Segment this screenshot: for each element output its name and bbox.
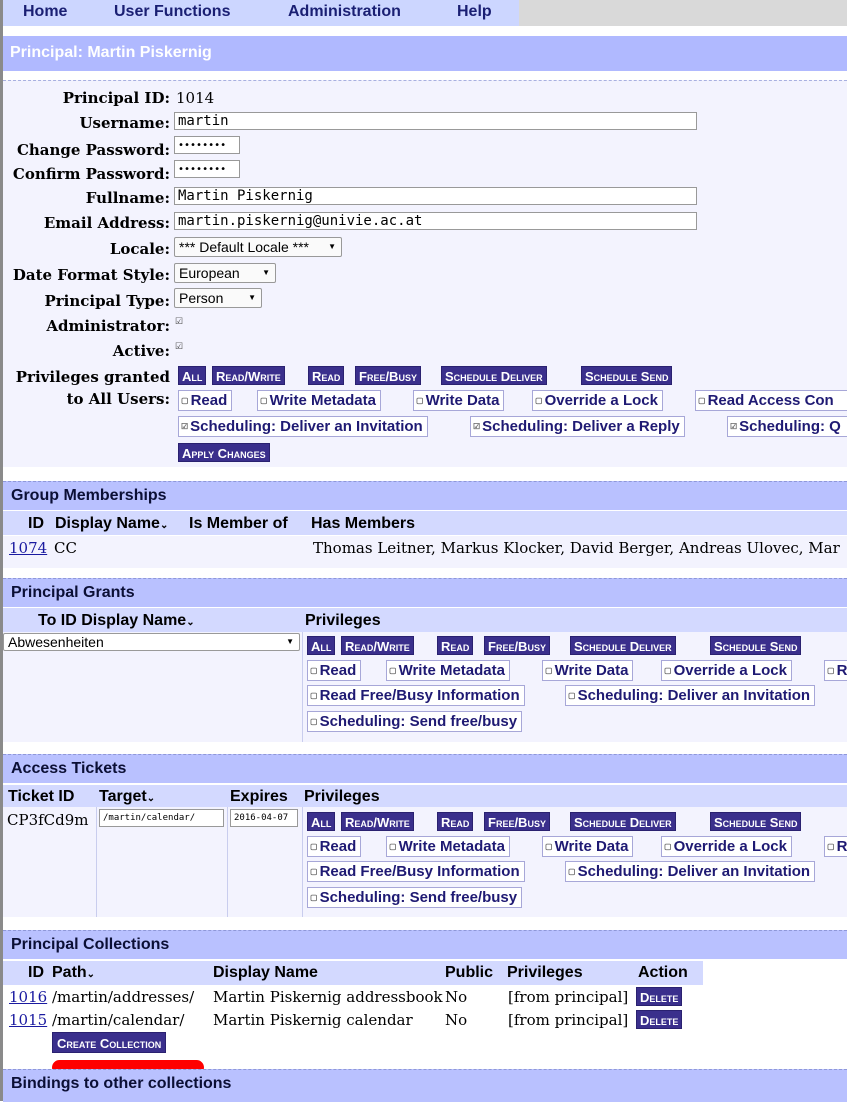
collection-row-1-id-link[interactable]: 1016 [9, 988, 48, 1006]
ticket-chip-write-data[interactable]: ▢ Write Data [542, 836, 633, 857]
change-password-label: Change Password: [16, 141, 170, 159]
principal-collections-header [3, 930, 847, 959]
group-col-is-member-of: Is Member of [189, 515, 288, 532]
priv-chip-read-access-control[interactable]: ▢ Read Access Con [695, 390, 847, 411]
collection-row-2-path: /martin/calendar/ [52, 1011, 185, 1029]
ticket-target-input[interactable]: /martin/calendar/ [99, 809, 224, 827]
collections-col-privileges: Privileges [507, 964, 583, 981]
priv-read-button[interactable]: Read [308, 366, 344, 385]
access-tickets-title: Access Tickets [11, 760, 127, 777]
tickets-col-privileges: Privileges [304, 788, 380, 805]
collection-row-2-id-link[interactable]: 1015 [9, 1011, 48, 1029]
group-row-members: Thomas Leitner, Markus Klocker, David Berger, Andreas Ulovec, Mar [313, 539, 840, 557]
group-memberships-title: Group Memberships [11, 487, 167, 504]
principal-grants-header [3, 578, 847, 607]
date-format-value: European [179, 265, 240, 281]
administrator-label: Administrator: [46, 317, 170, 335]
priv-chip-sched-query[interactable]: ☑ Scheduling: Q [727, 416, 847, 437]
grants-col-privileges: Privileges [305, 612, 381, 629]
collection-row-1-public: No [445, 988, 468, 1006]
active-label: Active: [112, 342, 170, 360]
ticket-chip-override-lock[interactable]: ▢ Override a Lock [661, 836, 792, 857]
create-collection-button[interactable]: Create Collection [52, 1032, 166, 1053]
privileges-label-line1: Privileges granted [15, 368, 170, 386]
group-row-id-link[interactable]: 1074 [9, 539, 48, 557]
grant-chip-sched-deliver-invitation[interactable]: ▢ Scheduling: Deliver an Invitation [565, 685, 815, 706]
tickets-column-divider [227, 807, 228, 917]
grant-chip-sched-send-freebusy[interactable]: ▢ Scheduling: Send free/busy [307, 711, 522, 732]
grant-priv-schedule-deliver-button[interactable]: Schedule Deliver [570, 636, 676, 655]
group-col-display-name[interactable]: Display Name⌄ [55, 515, 169, 532]
locale-label: Locale: [109, 240, 170, 258]
principal-grants-title: Principal Grants [11, 584, 135, 601]
collection-row-1-privileges: [from principal] [508, 988, 629, 1006]
group-col-id: ID [28, 515, 44, 532]
group-row-name: CC [54, 539, 77, 557]
group-col-has-members: Has Members [311, 515, 416, 532]
ticket-priv-readwrite-button[interactable]: Read/Write [341, 812, 414, 831]
priv-schedule-send-button[interactable]: Schedule Send [581, 366, 672, 385]
apply-changes-button[interactable]: Apply Changes [178, 443, 270, 462]
ticket-chip-read-access-control[interactable]: ▢ R [824, 836, 847, 857]
ticket-chip-write-metadata[interactable]: ▢ Write Metadata [386, 836, 510, 857]
grant-priv-readwrite-button[interactable]: Read/Write [341, 636, 414, 655]
grant-priv-all-button[interactable]: All [307, 636, 335, 655]
priv-chip-write-data[interactable]: ▢ Write Data [413, 390, 504, 411]
grants-column-divider [302, 632, 303, 742]
chevron-down-icon: ▼ [262, 268, 270, 277]
collections-col-display-name: Display Name [213, 964, 318, 981]
grant-target-value: Abwesenheiten [8, 634, 104, 650]
ticket-expires-input[interactable]: 2016-04-07 [230, 809, 298, 827]
ticket-priv-freebusy-button[interactable]: Free/Busy [484, 812, 550, 831]
tickets-column-divider [96, 807, 97, 917]
grant-chip-read-access-control[interactable]: ▢ R [824, 660, 847, 681]
collections-table-header [3, 961, 703, 985]
grant-chip-override-lock[interactable]: ▢ Override a Lock [661, 660, 792, 681]
priv-chip-read[interactable]: ▢ Read [178, 390, 232, 411]
access-tickets-header [3, 754, 847, 783]
grant-priv-freebusy-button[interactable]: Free/Busy [484, 636, 550, 655]
tickets-column-divider [302, 807, 303, 917]
priv-all-button[interactable]: All [178, 366, 206, 385]
email-label: Email Address: [43, 214, 170, 232]
ticket-chip-sched-send-freebusy[interactable]: ▢ Scheduling: Send free/busy [307, 887, 522, 908]
collections-col-action: Action [638, 964, 688, 981]
collection-row-2-privileges: [from principal] [508, 1011, 629, 1029]
chevron-down-icon: ▼ [286, 637, 294, 646]
chevron-down-icon: ▼ [248, 293, 256, 302]
menu-user-functions[interactable]: User Functions [114, 3, 231, 20]
ticket-priv-schedule-deliver-button[interactable]: Schedule Deliver [570, 812, 676, 831]
date-format-select[interactable] [174, 263, 276, 283]
group-memberships-header [3, 481, 847, 510]
priv-readwrite-button[interactable]: Read/Write [212, 366, 285, 385]
change-password-input[interactable]: •••••••• [174, 136, 240, 154]
username-label: Username: [79, 114, 170, 132]
collection-row-2-delete-button[interactable]: Delete [636, 1010, 682, 1029]
active-checkbox[interactable]: ☑ [175, 342, 184, 352]
grants-col-to[interactable]: To ID Display Name⌄ [38, 612, 195, 629]
collection-row-1-name: Martin Piskernig addressbook [213, 988, 443, 1006]
ticket-priv-schedule-send-button[interactable]: Schedule Send [710, 812, 801, 831]
chevron-down-icon: ▼ [328, 242, 336, 251]
principal-id-value: 1014 [176, 89, 215, 107]
bindings-header [3, 1069, 847, 1102]
ticket-chip-sched-deliver-invitation[interactable]: ▢ Scheduling: Deliver an Invitation [565, 861, 815, 882]
date-format-label: Date Format Style: [12, 266, 170, 284]
page-title: Principal: Martin Piskernig [10, 44, 212, 61]
ticket-id: CP3fCd9m [7, 811, 89, 829]
ticket-chip-read-freebusy[interactable]: ▢ Read Free/Busy Information [307, 861, 525, 882]
collections-col-id: ID [28, 964, 44, 981]
confirm-password-input[interactable]: •••••••• [174, 160, 240, 178]
ticket-chip-read[interactable]: ▢ Read [307, 836, 361, 857]
priv-schedule-deliver-button[interactable]: Schedule Deliver [441, 366, 547, 385]
collection-row-2-public: No [445, 1011, 468, 1029]
fullname-label: Fullname: [85, 189, 170, 207]
collection-row-1-path: /martin/addresses/ [52, 988, 195, 1006]
tickets-col-expires: Expires [230, 788, 288, 805]
grant-chip-write-metadata[interactable]: ▢ Write Metadata [386, 660, 510, 681]
tickets-col-id: Ticket ID [8, 788, 75, 805]
collection-row-1-delete-button[interactable]: Delete [636, 987, 682, 1006]
menu-help[interactable]: Help [457, 3, 492, 20]
menu-bar-filler [519, 0, 847, 26]
priv-chip-override-lock[interactable]: ▢ Override a Lock [532, 390, 663, 411]
priv-chip-write-metadata[interactable]: ▢ Write Metadata [257, 390, 381, 411]
ticket-priv-all-button[interactable]: All [307, 812, 335, 831]
ticket-priv-read-button[interactable]: Read [437, 812, 473, 831]
sort-icon: ⌄ [146, 793, 156, 804]
tickets-col-target[interactable]: Target⌄ [99, 788, 156, 805]
priv-freebusy-button[interactable]: Free/Busy [355, 366, 421, 385]
principal-type-value: Person [179, 290, 224, 306]
priv-chip-sched-deliver-invitation[interactable]: ☑ Scheduling: Deliver an Invitation [178, 416, 428, 437]
collections-col-path[interactable]: Path⌄ [52, 964, 96, 981]
principal-type-select[interactable] [174, 288, 262, 308]
collections-col-public: Public [445, 964, 494, 981]
principal-type-label: Principal Type: [44, 292, 170, 310]
grant-chip-write-data[interactable]: ▢ Write Data [542, 660, 633, 681]
bindings-title: Bindings to other collections [11, 1075, 232, 1092]
privileges-label-line2: to All Users: [66, 390, 170, 408]
administrator-checkbox[interactable]: ☑ [175, 317, 184, 327]
grant-priv-schedule-send-button[interactable]: Schedule Send [710, 636, 801, 655]
sort-icon: ⌄ [86, 969, 96, 980]
principal-id-label: Principal ID: [62, 89, 170, 107]
locale-select[interactable] [174, 237, 342, 257]
grant-chip-read-freebusy[interactable]: ▢ Read Free/Busy Information [307, 685, 525, 706]
collection-row-2-name: Martin Piskernig calendar [213, 1011, 413, 1029]
priv-chip-sched-deliver-reply[interactable]: ☑ Scheduling: Deliver a Reply [470, 416, 685, 437]
page-title-bar [3, 36, 847, 71]
top-menu-bar [3, 0, 847, 26]
sort-icon: ⌄ [159, 520, 169, 531]
grant-priv-read-button[interactable]: Read [437, 636, 473, 655]
email-input[interactable]: martin.piskernig@univie.ac.at [174, 212, 697, 230]
grant-chip-read[interactable]: ▢ Read [307, 660, 361, 681]
username-input[interactable]: martin [174, 112, 697, 130]
principal-collections-title: Principal Collections [11, 936, 170, 953]
menu-home[interactable]: Home [23, 3, 68, 20]
confirm-password-label: Confirm Password: [12, 165, 170, 183]
menu-administration[interactable]: Administration [288, 3, 401, 20]
sort-icon: ⌄ [186, 617, 195, 628]
fullname-input[interactable]: Martin Piskernig [174, 187, 697, 205]
locale-select-value: *** Default Locale *** [179, 239, 309, 255]
grant-target-select[interactable] [3, 633, 300, 651]
